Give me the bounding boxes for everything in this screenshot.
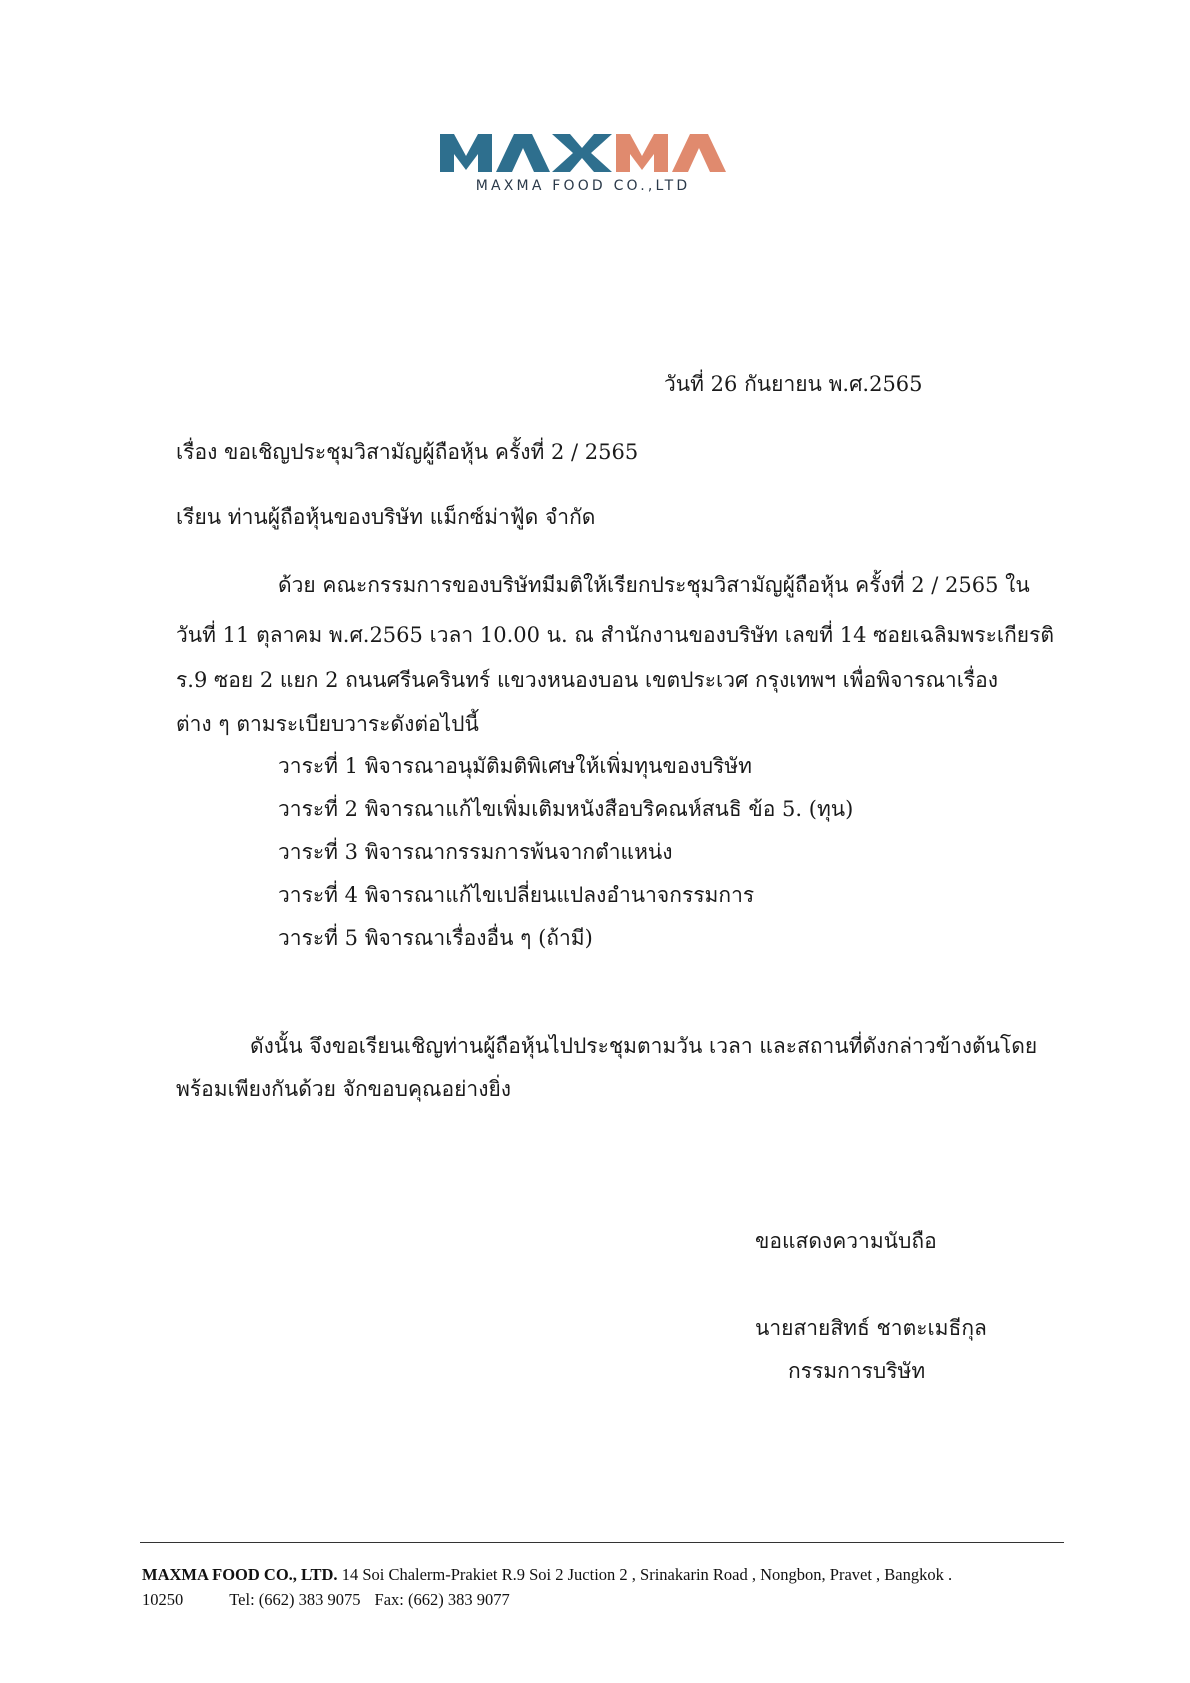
footer-tel: Tel: (662) 383 9075 — [229, 1590, 361, 1609]
agenda-item: วาระที่ 4 พิจารณาแก้ไขเปลี่ยนแปลงอำนาจกรรมการ — [278, 883, 755, 907]
agenda-item: วาระที่ 5 พิจารณาเรื่องอื่น ๆ (ถ้ามี) — [278, 926, 593, 950]
footer-fax: Fax: (662) 383 9077 — [374, 1590, 510, 1609]
company-logo — [440, 132, 726, 172]
footer-postcode: 10250 — [142, 1590, 184, 1609]
agenda-item: วาระที่ 1 พิจารณาอนุมัติมติพิเศษให้เพิ่มทุนของบริษัท — [278, 754, 752, 778]
paragraph2-line: ดังนั้น จึงขอเรียนเชิญท่านผู้ถือหุ้นไปประชุมตามวัน เวลา และสถานที่ดังกล่าวข้างต้นโดย — [250, 1034, 1038, 1058]
letter-subject: เรื่อง ขอเชิญประชุมวิสามัญผู้ถือหุ้น ครั้งที่ 2 / 2565 — [176, 440, 639, 464]
signer-title: กรรมการบริษัท — [788, 1359, 926, 1383]
footer-address-line — [142, 1565, 952, 1585]
agenda-item: วาระที่ 3 พิจารณากรรมการพ้นจากตำแหน่ง — [278, 840, 673, 864]
letter-closing: ขอแสดงความนับถือ — [755, 1229, 937, 1253]
paragraph1-line: ด้วย คณะกรรมการของบริษัทมีมติให้เรียกประชุมวิสามัญผู้ถือหุ้น ครั้งที่ 2 / 2565 ใน — [278, 573, 1030, 597]
footer-company: MAXMA FOOD CO., LTD. — [142, 1565, 338, 1584]
paragraph1-line: ร.9 ซอย 2 แยก 2 ถนนศรีนครินทร์ แขวงหนองบอน เขตประเวศ กรุงเทพฯ เพื่อพิจารณาเรื่อง — [176, 668, 999, 692]
signer-name: นายสายสิทธ์ ชาตะเมธีกุล — [755, 1316, 987, 1340]
footer-divider — [140, 1542, 1064, 1543]
footer-contact-line — [142, 1590, 510, 1610]
footer-address: 14 Soi Chalerm-Prakiet R.9 Soi 2 Juction 2 , Srinakarin Road , Nongbon, Pravet , Bangkok . — [341, 1565, 953, 1584]
paragraph1-line: ต่าง ๆ ตามระเบียบวาระดังต่อไปนี้ — [176, 712, 479, 736]
logo-subtitle: MAXMA FOOD CO.,LTD — [475, 178, 691, 194]
letter-date: วันที่ 26 กันยายน พ.ศ.2565 — [664, 372, 923, 396]
letter-salutation: เรียน ท่านผู้ถือหุ้นของบริษัท แม็กซ์ม่าฟู้ด จำกัด — [176, 505, 596, 529]
paragraph1-line: วันที่ 11 ตุลาคม พ.ศ.2565 เวลา 10.00 น. ณ สำนักงานของบริษัท เลขที่ 14 ซอยเฉลิมพระเกียรติ — [176, 623, 1055, 647]
paragraph2-line: พร้อมเพียงกันด้วย จักขอบคุณอย่างยิ่ง — [176, 1077, 512, 1101]
agenda-item: วาระที่ 2 พิจารณาแก้ไขเพิ่มเติมหนังสือบริคณห์สนธิ ข้อ 5. (ทุน) — [278, 797, 854, 821]
